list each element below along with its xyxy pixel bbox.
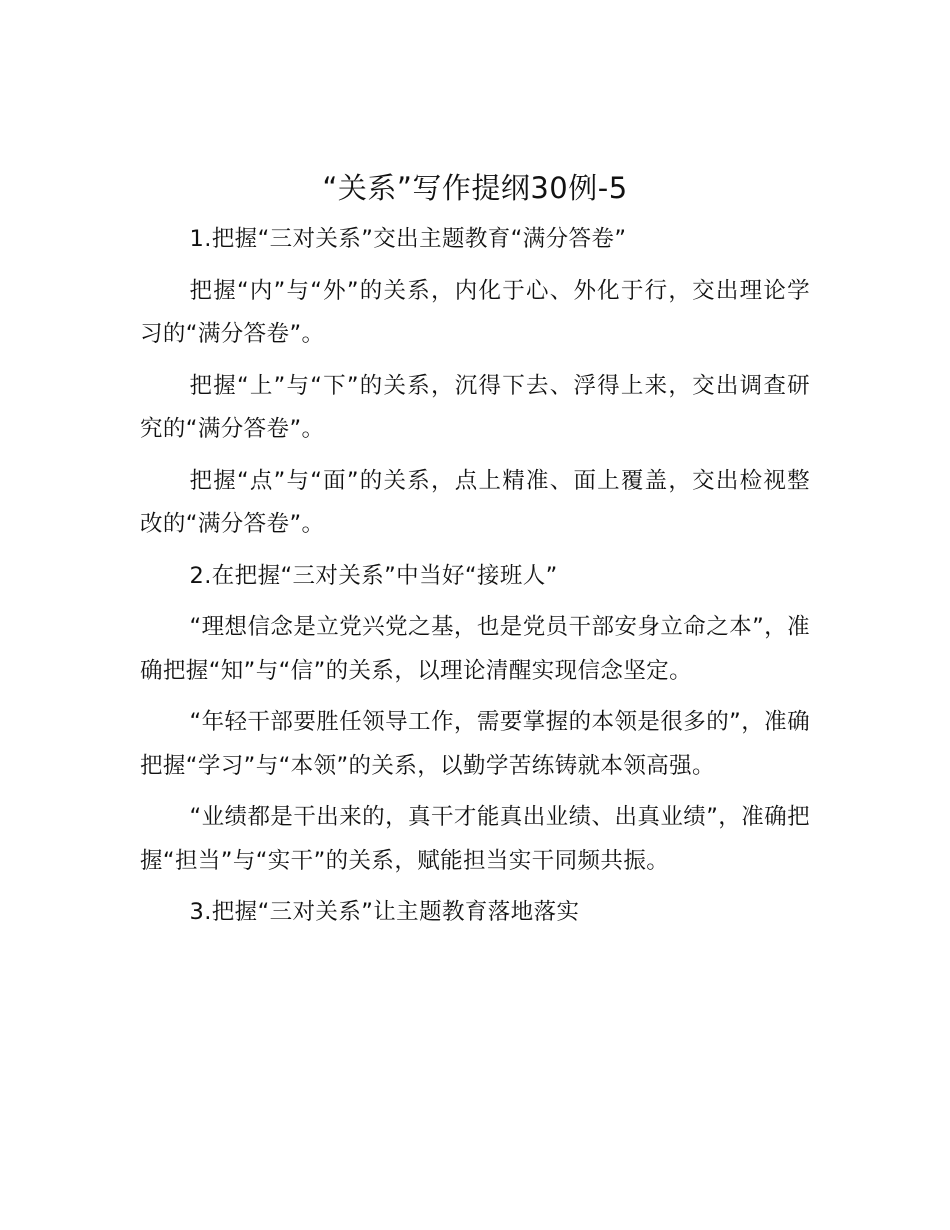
paragraph: 把握“上”与“下”的关系，沉得下去、浮得上来，交出调查研究的“满分答卷”。	[140, 372, 810, 442]
section-heading: 2.在把握“三对关系”中当好“接班人”	[189, 562, 558, 589]
paragraph: “业绩都是干出来的，真干才能真出业绩、出真业绩”，准确把握“担当”与“实干”的关系，赋能担当实干同频共振。	[140, 804, 810, 874]
section-heading: 1.把握“三对关系”交出主题教育“满分答卷”	[189, 226, 627, 252]
page-title: “关系”写作提纲30例-5	[322, 171, 628, 205]
paragraph: 把握“内”与“外”的关系，内化于心、外化于行，交出理论学习的“满分答卷”。	[140, 277, 810, 347]
paragraph: “年轻干部要胜任领导工作，需要掌握的本领是很多的”，准确把握“学习”与“本领”的关系，以勤学苦练铸就本领高强。	[140, 709, 810, 779]
section-heading: 3.把握“三对关系”让主题教育落地落实	[189, 899, 580, 925]
paragraph: 把握“点”与“面”的关系，点上精准、面上覆盖，交出检视整改的“满分答卷”。	[140, 467, 810, 537]
document-page	[140, 166, 810, 943]
paragraph: “理想信念是立党兴党之基，也是党员干部安身立命之本”，准确把握“知”与“信”的关系，以理论清醒实现信念坚定。	[140, 614, 810, 684]
